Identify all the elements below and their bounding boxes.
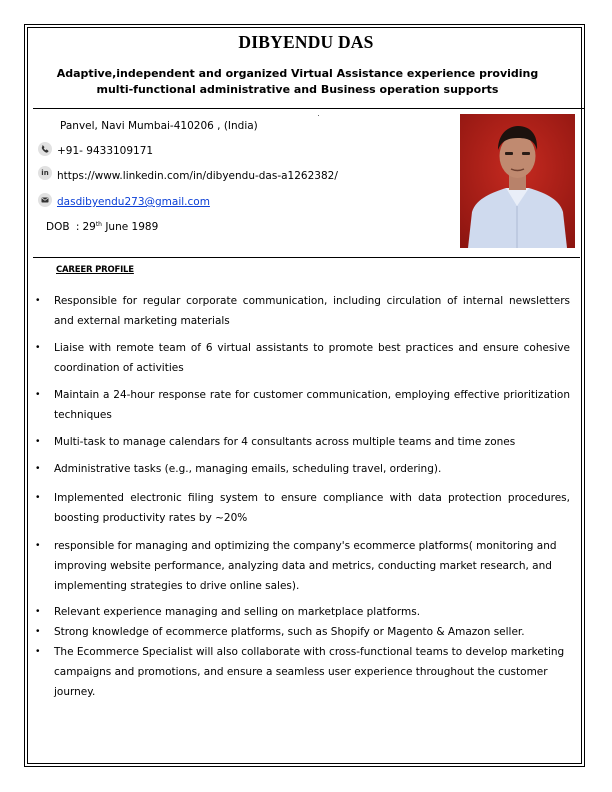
date-of-birth [46, 221, 158, 233]
candidate-name: DIBYENDU DAS [238, 32, 374, 52]
bullet-marker: • [36, 606, 40, 617]
profile-photo [460, 114, 575, 248]
candidate-tagline: Adaptive,independent and organized Virtual Assistance experience providing multi-functional administrative and Business operation supports [56, 67, 539, 96]
dob-separator: : [75, 221, 80, 233]
bullet-text: Maintain a 24-hour response rate for customer communication, employing effective prioritization techniques [54, 389, 570, 421]
bullet-text: The Ecommerce Specialist will also collaborate with cross-functional teams to develop marketing campaigns and promotions, and ensure a seamless user experience throughout the customer journey. [54, 646, 565, 698]
bullet-marker: • [36, 626, 40, 637]
header-divider [33, 108, 584, 109]
bullet-text: Multi-task to manage calendars for 4 consultants across multiple teams and time zones [54, 436, 516, 448]
phone-text: +91- 9433109171 [57, 145, 154, 157]
dob-label: DOB [46, 221, 70, 233]
section-title-career-profile: CAREER PROFILE [56, 265, 134, 275]
bullet-marker: • [36, 389, 40, 400]
bullet-text: responsible for managing and optimizing the company's ecommerce platforms( monitoring and improving website performance, analyzing data and metrics, conducting market research, and implementing strategies to drive online sales). [54, 540, 557, 592]
mail-icon [38, 193, 52, 207]
bullet-text: Implemented electronic filing system to ensure compliance with data protection procedures, boosting productivity rates by ~20% [54, 492, 570, 524]
email-link[interactable]: dasdibyendu273@gmail.com [57, 196, 210, 208]
contact-divider [33, 257, 580, 258]
dob-rest: June 1989 [105, 221, 159, 233]
address-text: Panvel, Navi Mumbai-410206 , (India) [60, 120, 258, 132]
bullet-marker: • [36, 540, 40, 551]
bullet-marker: • [36, 463, 40, 474]
bullet-text: Strong knowledge of ecommerce platforms, such as Shopify or Magento & Amazon seller. [54, 626, 525, 638]
bullet-marker: • [36, 436, 40, 447]
bullet-marker: • [36, 492, 40, 503]
bullet-marker: • [36, 295, 40, 306]
bullet-marker: • [36, 646, 40, 657]
bullet-text: Relevant experience managing and selling on marketplace platforms. [54, 606, 421, 618]
bullet-text: Responsible for regular corporate communication, including circulation of internal newsletters and external marketing materials [54, 295, 570, 327]
linkedin-icon: in [38, 166, 52, 180]
dob-day: 29 [82, 221, 96, 233]
phone-icon [38, 142, 52, 156]
dob-suffix: th [95, 221, 102, 228]
bullet-text: Liaise with remote team of 6 virtual assistants to promote best practices and ensure cohesive coordination of activities [54, 342, 570, 374]
bullet-marker: • [36, 342, 40, 353]
stray-dot [318, 115, 319, 116]
linkedin-link[interactable]: https://www.linkedin.com/in/dibyendu-das-a1262382/ [57, 170, 338, 182]
bullet-text: Administrative tasks (e.g., managing emails, scheduling travel, ordering). [54, 463, 442, 475]
